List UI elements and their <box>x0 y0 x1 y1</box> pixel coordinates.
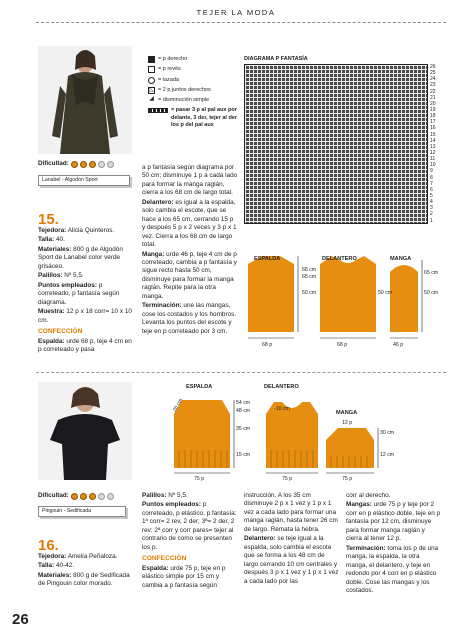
paragraph-label: Terminación: <box>346 544 386 552</box>
espalda-label: Espalda: <box>142 564 169 572</box>
schematic-manga-title: MANGA <box>390 256 412 262</box>
dim-label: 35 cm <box>236 426 251 432</box>
model-15-col1 <box>38 212 134 356</box>
model-15-photo <box>38 46 132 154</box>
paragraph-label: Terminación: <box>142 302 182 310</box>
espalda-text: urde 75 p, teje en p elástico simple por 15 cm y cambia a p fantasía según <box>142 564 226 589</box>
paragraph-label: Delantero: <box>142 198 174 206</box>
legend-text: = 2 p juntos derechos <box>158 86 211 93</box>
dark-triangle-icon: ◢ <box>149 96 154 103</box>
paragraph-label: Tejedora: <box>38 553 67 560</box>
espalda-text: urde 68 p, teje 4 cm en p correteado y pasa <box>38 337 132 354</box>
paragraph-label: Materiales: <box>38 571 72 579</box>
text-paragraph <box>38 553 134 561</box>
difficulty-dot-icon <box>107 493 114 500</box>
difficulty-dot-icon <box>98 161 105 168</box>
paragraph-text: Alicia Quinteros. <box>66 227 115 234</box>
text-paragraph <box>142 199 238 250</box>
paragraph-text: 40. <box>54 236 65 244</box>
difficulty-dot-icon <box>80 161 87 168</box>
legend-item <box>148 97 240 104</box>
dim-label: 65 cm <box>424 270 439 276</box>
paragraph-text: urde 46 p, teje 4 cm de p correteado, cambia a p fantasía y sigue recto hasta 50 cm, disminuye para formar la manga raglán. Repite para la otra manga. <box>142 250 237 300</box>
diagram-row-number: 7 <box>430 180 433 187</box>
paragraph-text: a p fantasía según diagrama por 50 cm; disminuye 1 p a cada lado para formar la manga raglán, cierra a los 68 cm de largo total. <box>142 164 238 197</box>
diagram-row-number: 26 <box>430 64 436 70</box>
paragraph-text: Amelia Peñaloza. <box>66 553 118 560</box>
model-16-col2-body <box>142 492 238 552</box>
difficulty-15 <box>38 160 114 168</box>
magazine-header: TEJER LA MODA <box>196 8 276 17</box>
espalda-paragraph <box>142 565 238 590</box>
diagram-row-number: 10 <box>430 162 436 169</box>
diagram-row-number: 17 <box>430 119 436 126</box>
text-paragraph <box>38 272 134 280</box>
paragraph-text: une las mangas, cose los costados y los hombros. Levanta los puntos del escote y teje en p correteado por 3 cm. <box>142 302 237 335</box>
diagram-row-number: 5 <box>430 192 433 199</box>
dim-label: 54 cm <box>236 400 251 406</box>
legend-item <box>148 107 240 129</box>
diagram-row-number: 22 <box>430 88 436 95</box>
legend-text: = p derecho <box>158 56 188 62</box>
text-paragraph <box>346 501 442 543</box>
stitch-diagram-grid <box>244 64 428 224</box>
text-paragraph <box>38 572 134 589</box>
empty-square-icon <box>148 66 155 73</box>
text-paragraph <box>142 501 238 552</box>
text-paragraph <box>142 302 238 336</box>
text-paragraph <box>142 164 238 198</box>
diagram-row-number: 4 <box>430 199 433 206</box>
espalda-paragraph <box>38 338 134 355</box>
paragraph-text: p correteado, p elástico, p fantasía: 1ª corr= 2 rev, 2 der; 3ª= 2 der, 2 rev; 2ª corr y corr pares= tejer al contrario de como se presenten los p. <box>142 501 237 551</box>
model-15-col2 <box>142 164 238 337</box>
text-paragraph <box>142 251 238 302</box>
schematic-espalda-title: ESPALDA <box>186 384 213 390</box>
paragraph-text: 800 g de Algodón Sport de Lanabel color verde grisáceo. <box>38 245 123 270</box>
diagram-row-number: 9 <box>430 168 433 175</box>
dim-label: 75 p <box>342 476 353 482</box>
diagram-row-number: 18 <box>430 113 436 120</box>
schematic-delantero-title: DELANTERO <box>264 384 299 390</box>
paragraph-text: 40-42. <box>54 562 75 570</box>
diagram-row-number: 24 <box>430 76 436 83</box>
model-16-photo <box>38 382 132 480</box>
diagram-row-number: 21 <box>430 94 436 101</box>
paragraph-text: Nº 5,5. <box>166 492 188 499</box>
dim-label: 75 p <box>194 476 205 482</box>
diagram-row-number: 16 <box>430 125 436 132</box>
circle-icon <box>148 77 155 84</box>
legend-text: = disminución simple <box>158 97 210 103</box>
paragraph-label: Manga: <box>142 250 165 258</box>
text-paragraph <box>38 282 134 307</box>
paragraph-text: corr al derecho. <box>346 492 391 499</box>
text-paragraph <box>38 308 134 325</box>
diagram-row-number: 2 <box>430 211 433 218</box>
stitch-legend <box>148 56 240 132</box>
dim-label: 46 p <box>393 342 404 348</box>
paragraph-label: Tejedora: <box>38 227 67 234</box>
dim-label: 30 cm <box>380 430 395 436</box>
paragraph-label: Muestra: <box>38 308 65 316</box>
diagram-row-number: 1 <box>430 217 433 224</box>
text-paragraph <box>38 562 134 570</box>
paragraph-label: Delantero: <box>244 535 276 543</box>
dim-label: 12 p <box>342 420 353 426</box>
dim-label: 50 cm <box>378 290 393 296</box>
paragraph-label: Palillos: <box>142 492 167 499</box>
text-paragraph <box>38 236 134 244</box>
section-divider <box>36 372 446 373</box>
diagram-row-number: 13 <box>430 143 436 150</box>
difficulty-label: Dificultad: <box>38 492 69 499</box>
dim-label: 68 p <box>262 342 273 348</box>
dim-label: -10 cm <box>274 406 290 412</box>
model-number: 16. <box>38 537 59 554</box>
diagram-row-number: 19 <box>430 106 436 113</box>
paragraph-text: p correteado, p fantasía según diagrama. <box>38 281 120 306</box>
dim-label: 65 cm <box>302 274 317 280</box>
legend-item <box>148 77 240 84</box>
espalda-label: Espalda: <box>38 337 65 345</box>
right-triangle-icon: ◺ <box>149 86 154 93</box>
model-16-col3 <box>244 492 340 587</box>
diagram-title: DIAGRAMA P FANTASÍA <box>244 56 308 62</box>
legend-item <box>148 56 240 63</box>
schematic-espalda-title: ESPALDA <box>254 256 281 262</box>
legend-text: = pasar 3 p al pal aux por delante, 3 der, tejer al der los p del pal aux <box>171 107 238 128</box>
dim-label: 68 p <box>337 342 348 348</box>
dim-label: 48 cm <box>236 408 251 414</box>
cable-icon <box>148 108 168 113</box>
diagram-row-number: 14 <box>430 137 436 144</box>
yarn-label-16: Pingouin - Sedificada <box>38 506 126 517</box>
text-paragraph <box>346 492 442 500</box>
paragraph-text: urde 75 p y teje por 2 corr en p elástico doble, teje en p fantasía por 12 cm, disminuye para formar manga raglán y cierra al tener 12 p. <box>346 501 441 543</box>
page-number: 26 <box>12 611 29 628</box>
difficulty-dot-icon <box>80 493 87 500</box>
legend-item <box>148 66 240 73</box>
difficulty-dot-icon <box>98 493 105 500</box>
dim-label: 75 p <box>282 476 293 482</box>
confeccion-heading: CONFECCIÓN <box>38 327 83 335</box>
model-16-col2 <box>142 492 238 591</box>
diagram-row-number: 23 <box>430 82 436 89</box>
legend-text: = p revés <box>158 66 181 73</box>
paragraph-text: 12 p x 18 corr= 10 x 10 cm. <box>38 308 132 324</box>
diagram-row-number: 3 <box>430 205 433 212</box>
diagram-row-number: 25 <box>430 70 436 77</box>
dim-label: 68 cm <box>302 267 317 273</box>
model-16-col4 <box>346 492 442 596</box>
paragraph-text: instrucción. A los 35 cm disminuye 2 p x 1 vez y 1 p x 1 vez a cada lado para formar una manga raglán, hasta tener 26 cm de largo. Remata la hebra. <box>244 492 338 533</box>
diagram-row-number: 6 <box>430 186 433 193</box>
text-paragraph <box>38 227 134 235</box>
text-paragraph <box>38 246 134 271</box>
difficulty-label: Dificultad: <box>38 160 69 167</box>
dim-label: 50 cm <box>302 290 317 296</box>
yarn-label-15: Lanabel - Algodón Sport <box>38 175 130 186</box>
paragraph-label: Talla: <box>38 562 55 570</box>
paragraph-text: toma los p de una manga, la espalda, la otra manga, el delantero, y teje en redondo por 4 corr en p elástico doble. Cose las mangas y los costados. <box>346 544 439 594</box>
paragraph-label: Talla: <box>38 236 55 244</box>
schematic-manga-title: MANGA <box>336 410 358 416</box>
paragraph-text: se teje igual a la espalda, solo cambia el escote que se forma a los 48 cm de largo cerrando 10 cm centrales y después 3 p x 1 vez y 1 p x 1 vez a cada lado por las <box>244 535 339 585</box>
schematic-delantero-title: DELANTERO <box>322 256 357 262</box>
diagram-row-numbers <box>430 64 444 224</box>
difficulty-16 <box>38 492 114 500</box>
model-16-col1 <box>38 538 134 590</box>
text-paragraph <box>244 535 340 586</box>
difficulty-dot-icon <box>89 161 96 168</box>
paragraph-label: Materiales: <box>38 245 72 253</box>
legend-text: = lazada <box>158 76 179 83</box>
diagram-row-number: 15 <box>430 131 436 138</box>
model-16-details <box>38 553 134 589</box>
text-paragraph <box>244 492 340 534</box>
dim-label: 12 cm <box>380 452 395 458</box>
text-paragraph <box>346 545 442 596</box>
difficulty-dot-icon <box>89 493 96 500</box>
paragraph-label: Mangas: <box>346 501 372 509</box>
diagram-row-number: 11 <box>430 156 436 163</box>
confeccion-heading: CONFECCIÓN <box>142 555 187 563</box>
diagram-row-number: 8 <box>430 174 433 181</box>
paragraph-label: Palillos: <box>38 272 63 280</box>
diagram-row-number: 12 <box>430 149 436 156</box>
paragraph-text: es igual a la espalda, solo cambia el escote, que se hace a los 65 cm, cerrando 15 p y después 5 p x 2 veces y 3 p x 1 vez. Cierra a los 68 cm de largo total. <box>142 198 237 249</box>
difficulty-dot-icon <box>107 161 114 168</box>
dim-label: 50 cm <box>424 290 439 296</box>
difficulty-dot-icon <box>71 493 78 500</box>
legend-item <box>148 87 240 94</box>
header-rule <box>36 22 446 23</box>
difficulty-dot-icon <box>71 161 78 168</box>
dim-label: 26 cm <box>172 397 185 413</box>
paragraph-text: 800 g de Sedificada de Pingouin color morado. <box>38 571 130 588</box>
paragraph-text: Nº 5,5. <box>62 272 84 280</box>
dim-label: 15 cm <box>236 452 251 458</box>
paragraph-label: Puntos empleados: <box>142 501 201 509</box>
model-number: 15. <box>38 211 59 228</box>
filled-square-icon <box>148 56 155 63</box>
text-paragraph <box>142 492 238 500</box>
diagram-row-number: 20 <box>430 100 436 107</box>
paragraph-label: Puntos empleados: <box>38 281 97 289</box>
model-15-details <box>38 227 134 325</box>
